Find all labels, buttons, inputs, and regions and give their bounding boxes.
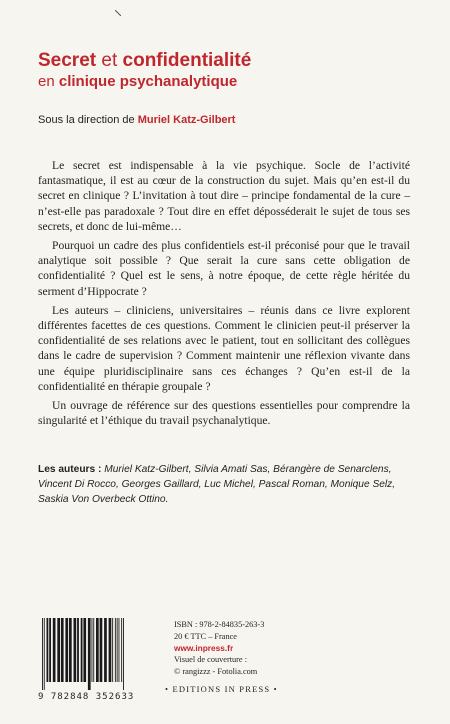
barcode-bar [49, 618, 51, 682]
isbn-number: ISBN : 978-2-84835-263-3 [174, 620, 265, 629]
editor-credit [38, 114, 235, 126]
publisher-name: • EDITIONS IN PRESS • [165, 684, 278, 694]
barcode-bars [38, 618, 158, 690]
barcode-bar [117, 618, 118, 682]
publisher-website: www.inpress.fr [174, 642, 234, 653]
barcode-bar [119, 618, 120, 682]
book-title [38, 50, 418, 92]
isbn-info [174, 619, 334, 678]
authors-label: Les auteurs : [38, 464, 102, 475]
barcode-bar [92, 618, 93, 682]
barcode-bar [74, 618, 77, 682]
barcode-bar [109, 618, 112, 682]
blurb-paragraph-4: Un ouvrage de référence sur des questions essentielles pour comprendre la singularité et l’éthique du travail psychanalytique. [38, 399, 410, 428]
title-word-et: et [101, 50, 118, 71]
barcode-bar [96, 618, 99, 682]
blurb [38, 158, 410, 432]
cover-credit-label: Visuel de couverture : [174, 655, 247, 665]
barcode-bar [47, 618, 49, 682]
barcode-bar [53, 618, 56, 682]
blurb-paragraph-3: Les auteurs – cliniciens, universitaires – réunis dans ce livre explorent différentes facettes de ces questions. Comment le clinicien peut-il préserver la confidentialité de ses relations avec le patient, tout en sollicitant des collègues dans le cadre de supervision ? Comment maintenir une réflexion vivante dans une équipe pluridisciplinaire sans ces échanges ? Qu’en est-il de la confidentialité en thérapie groupale ? [38, 303, 410, 393]
barcode-bar [65, 618, 68, 682]
title-subject: clinique psychanalytique [58, 73, 238, 90]
barcode-bar [77, 618, 79, 682]
blurb-paragraph-2: Pourquoi un cadre des plus confidentiels est-il préconisé pour que le travail analytique soit possible ? Que serait la cure sans cette obligation de confidentialité ? Quel est le sens, à notre époque, de cette règle héritée du serment d’Hippocrate ? [38, 239, 410, 298]
barcode-bar [44, 618, 45, 690]
barcode-bar [81, 618, 83, 682]
barcode-bar [61, 618, 64, 682]
authors-list [38, 462, 410, 507]
barcode-digits: 9 782848 352633 [38, 692, 135, 702]
barcode-bar [123, 618, 124, 690]
barcode-bar [115, 618, 116, 682]
editor-credit-prefix: Sous la direction de [38, 114, 135, 126]
barcode-bar [57, 618, 60, 682]
title-word-en: en [38, 73, 55, 90]
barcode-bar [100, 618, 103, 682]
title-word-secret: Secret [38, 50, 97, 71]
editor-name: Muriel Katz-Gilbert [137, 114, 236, 126]
authors-names: Muriel Katz-Gilbert, Silvia Amati Sas, Bérangère de Senarclens, Vincent Di Rocco, Georges Gaillard, Luc Michel, Pascal Roman, Monique Selz, Saskia Von Overbeck Ottino. [38, 464, 396, 505]
title-line-2 [38, 72, 418, 92]
corner-mark [115, 10, 121, 16]
barcode-bar [83, 618, 86, 682]
cover-credit: © rangizzz - Fotolia.com [174, 667, 258, 677]
blurb-paragraph-1: Le secret est indispensable à la vie psychique. Socle de l’activité fantasmatique, il est au cœur de la construction du sujet. Mais qu’en est-il du secret en clinique ? L’invitation à tout dire – principe fondamental de la cure – n’est-elle pas paradoxale ? Tout dire en effet déposséderait le sujet de tous ses secrets, et donc de lui-même… [38, 159, 410, 233]
price: 20 € TTC – France [174, 631, 237, 641]
barcode-bar [88, 618, 91, 690]
barcode-bar [121, 618, 122, 682]
barcode-bar [69, 618, 72, 682]
title-line-1 [38, 50, 418, 72]
barcode [38, 618, 158, 708]
title-word-confidentialite: confidentialité [122, 50, 252, 71]
barcode-bar [112, 618, 113, 682]
barcode-bar [104, 618, 107, 682]
barcode-bar [42, 618, 43, 690]
barcode-bar [93, 618, 94, 682]
